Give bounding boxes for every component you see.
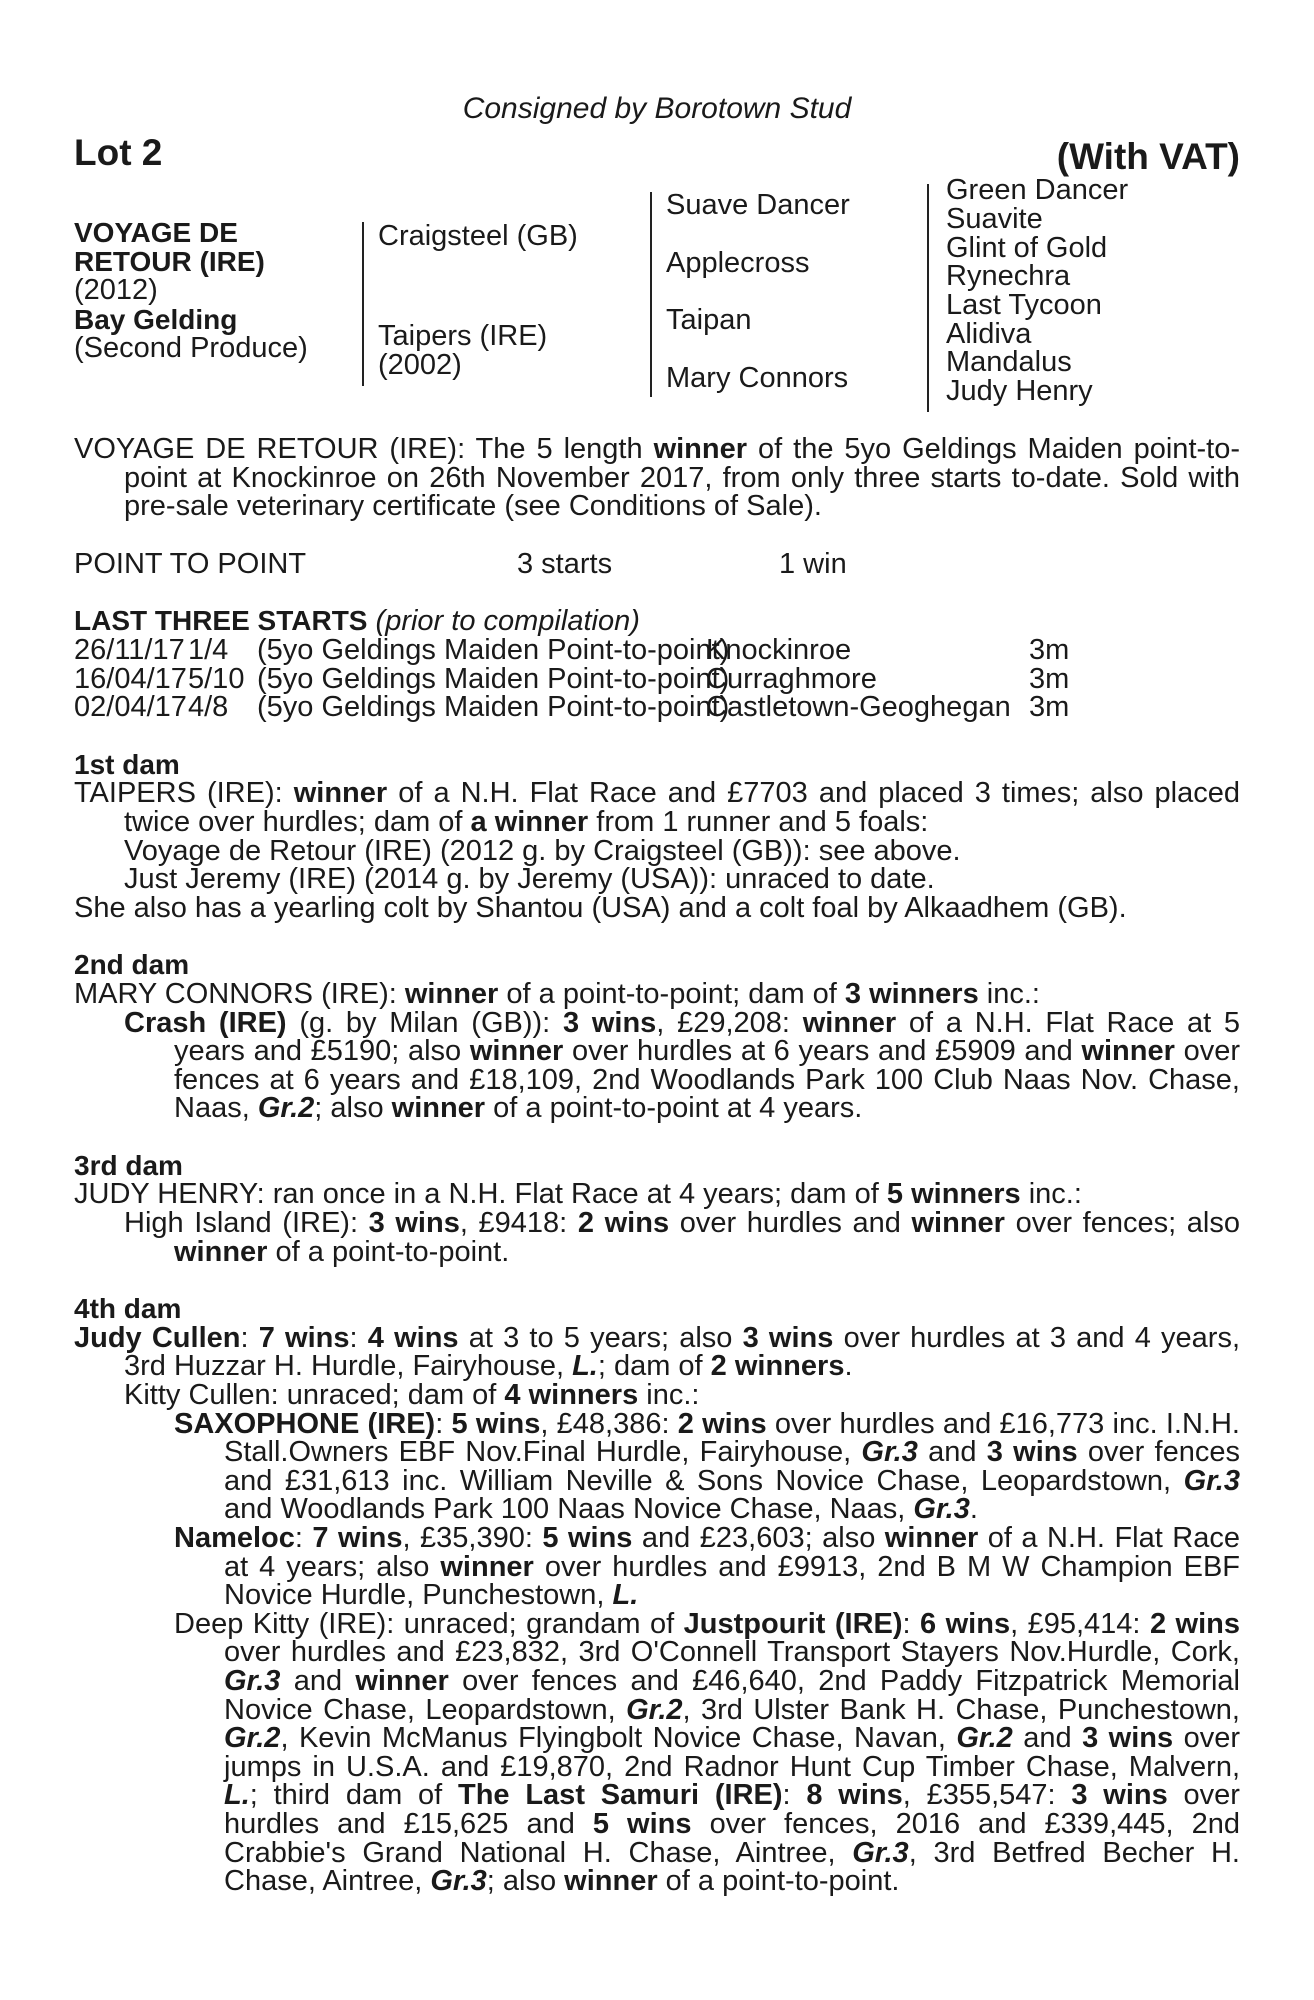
text-run: 2 wins [577,1207,670,1240]
intro-text-2: of the 5yo Geldings Maiden point-to-point at Knockinroe on 26th November 2017, from only three starts to-date. Sold with pre-sale veterinary certificate (see Conditions of Sale). [124,433,1240,523]
text-run: of a point-to-point. [657,1865,900,1898]
text-run: 4 winners [504,1379,639,1412]
intro-text: VOYAGE DE RETOUR (IRE): The 5 length [74,433,654,465]
text-run: TAIPERS (IRE): [74,777,294,810]
dam4-paragraph [74,1321,1241,1383]
ptp-wins: 1 win [779,547,847,580]
text-run: JUDY HENRY: ran once in a N.H. Flat Race at 4 years; dam of [74,1178,887,1211]
text-run: Gr.3 [224,1664,281,1697]
start-date: 02/04/17 [74,691,187,724]
text-run: 3 wins [742,1321,834,1354]
text-run: , £95,414: [1010,1607,1150,1640]
text-run: inc.: [978,977,1040,1010]
text-run: inc.: [1020,1178,1082,1211]
text-run: 3 wins [562,1006,657,1039]
text-run: The Last Samuri (IRE) [458,1779,783,1812]
text-run: over hurdles and [669,1207,912,1240]
text-run: of a point-to-point at 4 years. [485,1092,863,1125]
start-position: 5/10 [188,662,245,695]
dam4-heading: 4th dam [74,1293,182,1325]
text-run: Gr.2 [956,1722,1013,1755]
text-run: from 1 runner and 5 foals: [588,805,929,838]
pedigree-dam: Taipers (IRE) [378,320,548,352]
pedigree-g3-1: Green Dancer [946,174,1129,206]
text-run: inc.: [638,1379,700,1412]
vat-note: (With VAT) [1056,136,1240,177]
catalogue-body [74,435,1240,1896]
text-run: over hurdles at 6 years and £5909 and [563,1035,1082,1068]
text-run: ; also [486,1865,565,1898]
text-run: L. [612,1579,639,1612]
text-run: Gr.2 [224,1722,281,1755]
text-run: winner [884,1522,979,1554]
pedigree-bracket-2 [650,192,652,397]
text-run: 7 wins [312,1522,403,1554]
text-run: of a N.H. Flat Race and £7703 and placed 3 times; also placed twice over hurdles; dam of [124,777,1240,838]
text-run: a winner [470,805,589,838]
start-course: Castletown-Geoghegan [706,691,1011,724]
text-run: winner [391,1092,486,1125]
dam3-heading: 3rd dam [74,1149,183,1181]
text-run: 7 wins [258,1321,350,1354]
text-run: over hurdles and £16,773 inc. I.N.H. Stall.Owners EBF Nov.Final Hurdle, Fairyhouse, [224,1407,1240,1469]
text-run: 3 wins [1082,1722,1174,1755]
text-run: winner [802,1006,897,1039]
text-run: Nameloc [174,1522,295,1554]
text-run: Crash (IRE) [124,1006,287,1039]
text-run: 3 wins [368,1207,460,1240]
text-run: : [782,1779,807,1812]
text-run: winner [355,1664,449,1697]
text-run: : [294,1522,313,1554]
start-race: (5yo Geldings Maiden Point-to-point) [257,633,730,666]
dam4-saxophone [74,1407,1240,1526]
text-run: and Woodlands Park 100 Naas Novice Chase, Naas, [224,1493,914,1526]
text-run: Deep Kitty (IRE): unraced; grandam of [174,1607,684,1640]
dam3-progeny [74,1209,1240,1266]
pedigree-dam-year: (2002) [378,349,462,381]
text-run: over fences at 6 years and £18,109, 2nd Woodlands Park 100 Club Naas Nov. Chase, Naas, [174,1035,1240,1125]
dam4-kitty-cullen [74,1381,1240,1410]
text-run: over hurdles at 3 and 4 years, 3rd Huzzar H. Hurdle, Fairyhouse, [124,1321,1241,1383]
start-distance: 3m [1029,633,1070,666]
text-run: 3 wins [986,1436,1078,1469]
text-run: Kitty Cullen: unraced; dam of [124,1379,505,1412]
text-run: 3 winners [844,977,979,1010]
text-run: MARY CONNORS (IRE): [74,977,405,1010]
text-run: 2 winners [710,1350,845,1383]
last-three-heading [74,607,1240,636]
text-run: 5 wins [592,1807,692,1840]
text-run: winner [911,1207,1005,1240]
text-run: : [349,1321,368,1354]
dam1-foal: Just Jeremy (IRE) (2014 g. by Jeremy (USA)): unraced to date. [124,863,935,896]
text-run: 6 wins [920,1607,1011,1640]
text-run: at 3 to 5 years; also [458,1321,743,1354]
text-run: winner [1081,1035,1175,1068]
text-run: , Kevin McManus Flyingbolt Novice Chase, Navan, [280,1722,957,1755]
text-run: 5 wins [451,1407,541,1440]
pedigree-g3-6: Alidiva [946,318,1032,350]
text-run: of a point-to-point. [267,1235,510,1268]
text-run: winner [404,977,499,1010]
text-run: , £48,386: [540,1407,678,1440]
text-run: , £355,547: [902,1779,1072,1812]
text-run: 8 wins [806,1779,903,1812]
intro-paragraph [74,435,1240,521]
pedigree-sire: Craigsteel (GB) [378,220,578,252]
text-run: 3 wins [1071,1779,1168,1812]
dam3-paragraph [74,1180,1240,1209]
dam1-paragraph [74,779,1240,836]
start-distance: 3m [1029,691,1070,724]
text-run: Gr.3 [913,1493,970,1526]
text-run: of a point-to-point; dam of [498,977,845,1010]
dam4-deep-kitty [74,1607,1240,1898]
text-run: L. [224,1779,250,1812]
start-row [74,633,1240,666]
text-run: : [435,1407,452,1440]
text-run: over fences and £46,640, 2nd Paddy Fitzpatrick Memorial Novice Chase, Leopardstown, [224,1664,1240,1726]
text-run: Judy Cullen [74,1321,241,1354]
text-run: and £23,603; also [632,1522,885,1554]
text-run: Gr.2 [626,1693,683,1726]
text-run: 5 winners [886,1178,1021,1211]
text-run: over fences, 2016 and £339,445, 2nd Crabbie's Grand National H. Chase, Aintree, [224,1807,1240,1869]
text-run: Gr.3 [1183,1464,1240,1497]
dam1-foal: Voyage de Retour (IRE) (2012 g. by Craigsteel (GB)): see above. [124,834,961,867]
text-run: over hurdles and £15,625 and [224,1779,1240,1840]
pedigree-g2-2: Applecross [666,247,810,279]
pedigree-g3-7: Mandalus [946,346,1072,378]
horse-name-line1: VOYAGE DE [74,217,238,248]
last-three-title: LAST THREE STARTS [74,605,368,637]
consignor-line: Consigned by Borotown Stud [462,92,852,125]
dam4-nameloc [74,1524,1240,1610]
start-course: Curraghmore [706,662,877,695]
pedigree-g3-8: Judy Henry [946,375,1093,407]
text-run: winner [469,1035,564,1068]
text-run: : [240,1321,259,1354]
text-run: : [902,1607,921,1640]
text-run: SAXOPHONE (IRE) [174,1407,436,1440]
intro-winner: winner [653,433,748,465]
text-run: and [280,1664,356,1697]
horse-identity [74,218,308,363]
text-run: winner [174,1235,268,1268]
text-run: winner [293,777,388,810]
text-run: Gr.3 [852,1836,909,1869]
dam2-paragraph [74,977,1240,1010]
text-run: , £35,390: [402,1522,543,1554]
text-run: Gr.3 [861,1436,918,1469]
text-run: ; dam of [597,1350,711,1383]
text-run: over jumps in U.S.A. and £19,870, 2nd Radnor Hunt Cup Timber Chase, Malvern, [224,1722,1240,1783]
text-run: and [917,1436,987,1469]
pedigree-g3-5: Last Tycoon [946,289,1102,321]
pedigree-g2-4: Mary Connors [666,362,849,394]
last-three-note: (prior to compilation) [375,605,640,638]
text-run: (g. by Milan (GB)): [286,1006,563,1039]
start-row [74,693,1240,722]
text-run: 2 wins [677,1407,767,1440]
text-run: , £9418: [459,1207,578,1240]
pedigree-bracket-1 [362,222,364,386]
text-run: , 3rd Betfred Becher H. Chase, Aintree, [224,1836,1240,1898]
pedigree-g3-2: Suavite [946,203,1043,235]
text-run: winner [440,1550,534,1583]
text-run: and [1012,1722,1083,1755]
dam2-progeny [74,1006,1240,1125]
text-run: , £29,208: [656,1006,803,1039]
start-date: 16/04/17 [74,662,187,695]
text-run: of a N.H. Flat Race at 4 years; also [224,1522,1240,1583]
dam1-heading: 1st dam [74,748,180,780]
text-run: High Island (IRE): [124,1207,369,1240]
text-run: Gr.3 [430,1865,487,1898]
start-position: 4/8 [188,691,229,724]
pedigree-g3-4: Rynechra [946,260,1071,292]
text-run: L. [572,1350,598,1383]
lot-number: Lot 2 [74,132,163,173]
start-row [74,662,1240,695]
text-run: Justpourit (IRE) [683,1607,903,1640]
horse-year: (2012) [74,274,158,306]
text-run: ; also [314,1092,392,1125]
start-course: Knockinroe [706,633,852,666]
start-distance: 3m [1029,662,1070,695]
horse-produce: (Second Produce) [74,332,308,364]
ptp-summary [74,547,1240,580]
text-run: over hurdles and £9913, 2nd B M W Champion EBF Novice Hurdle, Punchestown, [224,1550,1240,1612]
start-race: (5yo Geldings Maiden Point-to-point) [257,662,730,695]
text-run: . [844,1350,853,1383]
pedigree-g2-3: Taipan [666,304,752,336]
start-position: 1/4 [188,633,229,666]
ptp-label: POINT TO POINT [74,547,307,580]
horse-name-line2: RETOUR (IRE) [74,246,265,277]
pedigree-g3-3: Glint of Gold [946,232,1108,264]
pedigree-g2-1: Suave Dancer [666,189,850,221]
text-run: over fences and £31,613 inc. William Neville & Sons Novice Chase, Leopardstown, [224,1436,1240,1497]
text-run: ; third dam of [249,1779,458,1812]
text-run: . [969,1493,978,1526]
text-run: over fences; also [1004,1207,1240,1240]
text-run: over hurdles and £23,832, 3rd O'Connell Transport Stayers Nov.Hurdle, Cork, [224,1636,1240,1669]
ptp-starts: 3 starts [517,547,613,580]
text-run: winner [564,1865,658,1898]
text-run: Gr.2 [257,1092,315,1125]
text-run: 2 wins [1149,1607,1240,1640]
dam2-heading: 2nd dam [74,949,190,981]
text-run: , 3rd Ulster Bank H. Chase, Punchestown, [682,1693,1240,1726]
text-run: 5 wins [542,1522,633,1554]
start-race: (5yo Geldings Maiden Point-to-point) [257,691,730,724]
text-run: 4 wins [367,1321,459,1354]
text-run: of a N.H. Flat Race at 5 years and £5190; also [174,1006,1240,1068]
dam1-extra: She also has a yearling colt by Shantou (USA) and a colt foal by Alkaadhem (GB). [74,891,1127,924]
horse-colour-sex: Bay Gelding [74,304,238,335]
start-date: 26/11/17 [74,633,185,666]
pedigree-bracket-3 [927,184,929,412]
